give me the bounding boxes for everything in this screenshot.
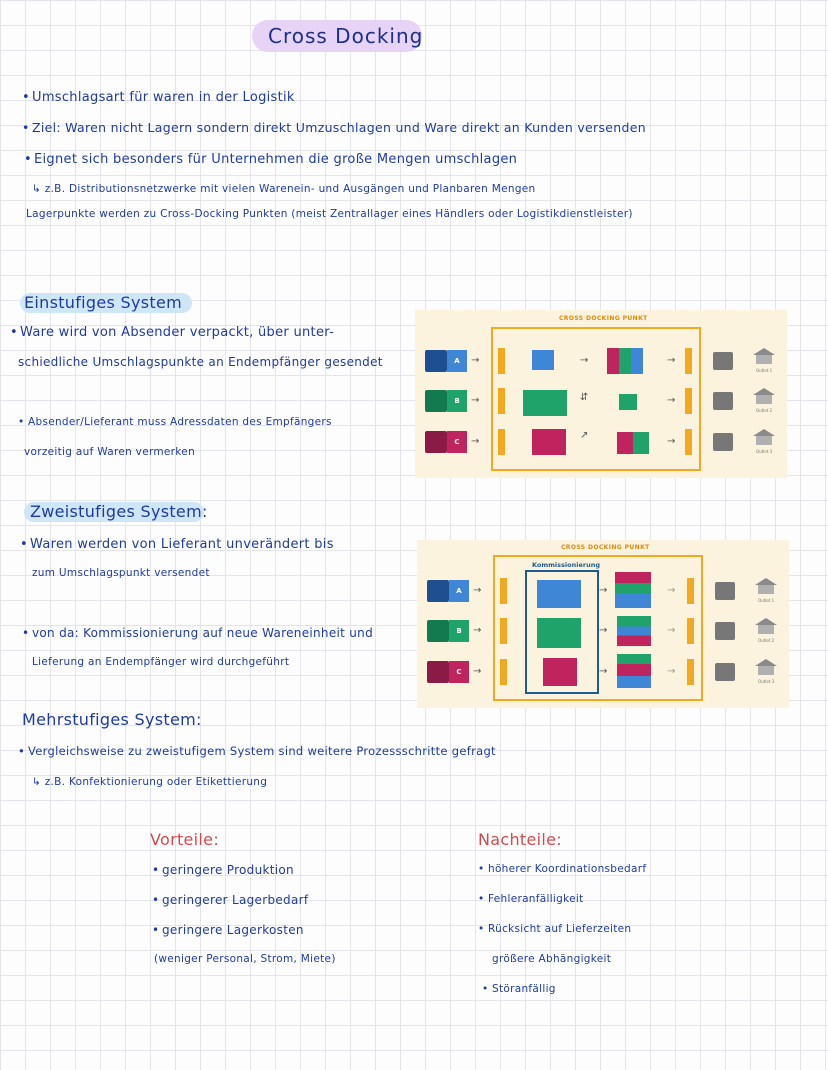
intro-sub: ↳ z.B. Distributionsnetzwerke mit vielen Warenein- und Ausgängen und Planbaren Mengen xyxy=(32,183,536,195)
package-icon xyxy=(619,394,637,410)
package-icon xyxy=(537,618,581,648)
intro-bullet-3: • Eignet sich besonders für Unternehmen die große Mengen umschlagen xyxy=(34,152,517,167)
package-icon xyxy=(532,350,554,370)
einstufig-bullet-1b: schiedliche Umschlagspunkte an Endempfänger gesendet xyxy=(18,355,383,369)
outlet-label: Outlet 1 xyxy=(756,368,773,373)
arrow-icon: → xyxy=(580,355,589,366)
outlet-icon xyxy=(755,578,777,594)
arrow-icon: → xyxy=(599,625,608,636)
zweistufig-bullet-1b: zum Umschlagspunkt versendet xyxy=(32,567,210,579)
outlet-icon xyxy=(755,618,777,634)
diagram-zweistufig xyxy=(417,540,789,708)
dock-out xyxy=(687,659,694,685)
truck-icon xyxy=(425,390,447,412)
supplier-b: B xyxy=(447,390,467,412)
zweistufig-bullet-2a: • von da: Kommissionierung auf neue Wareneinheit und xyxy=(32,626,373,640)
zweistufig-bullet-1a: • Waren werden von Lieferant unverändert bis xyxy=(30,537,334,552)
dock-in xyxy=(498,388,505,414)
kommissionierung-label: Kommissionierung xyxy=(532,561,600,569)
dock-in xyxy=(498,348,505,374)
arrow-icon: → xyxy=(471,355,480,366)
truck-icon xyxy=(425,350,447,372)
package-icon xyxy=(617,616,651,646)
page-title: Cross Docking xyxy=(268,24,424,48)
outlet-label: Outlet 3 xyxy=(758,679,775,684)
dock-out xyxy=(687,618,694,644)
dock-out xyxy=(685,348,692,374)
vorteile-item: • geringerer Lagerbedarf xyxy=(162,893,308,907)
cdp-label: CROSS DOCKING PUNKT xyxy=(561,544,650,551)
arrow-icon: ↗ xyxy=(580,430,589,441)
outlet-label: Outlet 3 xyxy=(756,449,773,454)
arrow-icon: → xyxy=(667,355,676,366)
truck-icon xyxy=(427,620,449,642)
outlet-icon xyxy=(753,429,775,445)
dock-out xyxy=(687,578,694,604)
dock-in xyxy=(500,659,507,685)
dock-in xyxy=(500,618,507,644)
package-icon xyxy=(617,432,649,454)
arrow-icon: → xyxy=(471,436,480,447)
dock-out xyxy=(685,429,692,455)
vorteile-note: (weniger Personal, Strom, Miete) xyxy=(154,953,336,965)
einstufig-heading: Einstufiges System xyxy=(24,293,183,312)
outlet-label: Outlet 2 xyxy=(756,408,773,413)
cdp-label: CROSS DOCKING PUNKT xyxy=(559,315,648,322)
arrow-icon: → xyxy=(473,585,482,596)
package-icon xyxy=(532,429,566,455)
einstufig-bullet-2b: vorzeitig auf Waren vermerken xyxy=(24,446,196,458)
truck-icon xyxy=(715,622,735,640)
zweistufig-bullet-2b: Lieferung an Endempfänger wird durchgeführt xyxy=(32,656,290,668)
arrow-icon: ⇵ xyxy=(580,392,589,403)
dock-in xyxy=(498,429,505,455)
truck-icon xyxy=(427,661,449,683)
arrow-icon: → xyxy=(667,436,676,447)
nachteile-item: • Fehleranfälligkeit xyxy=(488,893,584,905)
mehrstufig-sub: ↳ z.B. Konfektionierung oder Etikettierung xyxy=(32,776,268,788)
arrow-icon: → xyxy=(599,585,608,596)
package-icon xyxy=(617,654,651,688)
arrow-icon: → xyxy=(471,395,480,406)
truck-icon xyxy=(715,582,735,600)
vorteile-item: • geringere Produktion xyxy=(162,863,294,877)
nachteile-heading: Nachteile: xyxy=(478,830,562,849)
einstufig-bullet-1a: • Ware wird von Absender verpackt, über unter- xyxy=(20,325,334,340)
nachteile-item: • höherer Koordinationsbedarf xyxy=(488,863,646,875)
arrow-icon: → xyxy=(667,666,676,677)
truck-icon xyxy=(713,352,733,370)
truck-icon xyxy=(427,580,449,602)
arrow-icon: → xyxy=(599,666,608,677)
outlet-icon xyxy=(753,348,775,364)
vorteile-heading: Vorteile: xyxy=(150,830,220,849)
truck-icon xyxy=(713,433,733,451)
dock-out xyxy=(685,388,692,414)
vorteile-item: • geringere Lagerkosten xyxy=(162,923,304,937)
arrow-icon: → xyxy=(667,625,676,636)
intro-bullet-2: • Ziel: Waren nicht Lagern sondern direkt Umzuschlagen und Ware direkt an Kunden versenden xyxy=(32,120,646,135)
package-icon xyxy=(607,348,643,374)
outlet-label: Outlet 1 xyxy=(758,598,775,603)
supplier-a: A xyxy=(449,580,469,602)
package-icon xyxy=(523,390,567,416)
nachteile-item: • Rücksicht auf Lieferzeiten xyxy=(488,923,631,935)
arrow-icon: → xyxy=(667,395,676,406)
package-icon xyxy=(615,572,651,608)
outlet-icon xyxy=(753,388,775,404)
intro-line: Lagerpunkte werden zu Cross-Docking Punkten (meist Zentrallager eines Händlers oder Logistikdienstleister) xyxy=(26,208,633,220)
arrow-icon: → xyxy=(473,625,482,636)
truck-icon xyxy=(425,431,447,453)
intro-bullet-1: • Umschlagsart für waren in der Logistik xyxy=(32,90,295,105)
supplier-a: A xyxy=(447,350,467,372)
supplier-c: C xyxy=(447,431,467,453)
einstufig-bullet-2a: • Absender/Lieferant muss Adressdaten des Empfängers xyxy=(28,416,332,428)
mehrstufig-bullet: • Vergleichsweise zu zweistufigem System sind weitere Prozessschritte gefragt xyxy=(28,744,496,758)
diagram-einstufig xyxy=(415,310,787,478)
package-icon xyxy=(543,658,577,686)
nachteile-item: • Störanfällig xyxy=(492,983,556,995)
zweistufig-heading: Zweistufiges System: xyxy=(30,502,208,521)
outlet-icon xyxy=(755,659,777,675)
outlet-label: Outlet 2 xyxy=(758,638,775,643)
supplier-c: C xyxy=(449,661,469,683)
nachteile-item: größere Abhängigkeit xyxy=(492,953,612,965)
dock-in xyxy=(500,578,507,604)
package-icon xyxy=(537,580,581,608)
truck-icon xyxy=(713,392,733,410)
arrow-icon: → xyxy=(667,585,676,596)
arrow-icon: → xyxy=(473,666,482,677)
mehrstufig-heading: Mehrstufiges System: xyxy=(22,710,202,729)
supplier-b: B xyxy=(449,620,469,642)
truck-icon xyxy=(715,663,735,681)
